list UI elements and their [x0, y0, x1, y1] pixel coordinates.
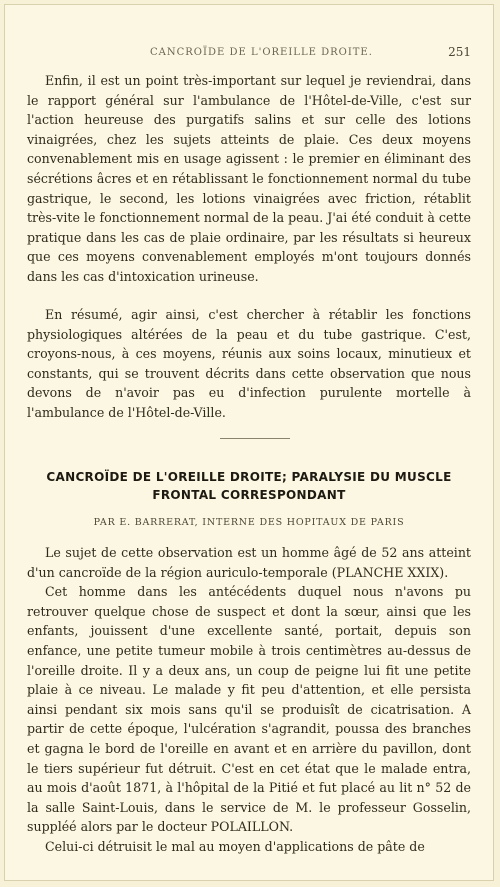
- body-paragraph: [27, 71, 471, 287]
- running-title: CANCROÏDE DE L'OREILLE DROITE.: [150, 47, 373, 58]
- article-byline: PAR E. BARRERAT, INTERNE DES HOPITAUX DE PARIS: [93, 517, 405, 528]
- paragraph-text: Cet homme dans les antécédents duquel nous n'avons pu retrouver quelque chose de suspect et dont la sœur, ainsi que les enfants, jouissent d'une excellente santé, portait, depuis son enfance, une petite tumeur mobile à trois centimètres au-dessus de l'oreille droite. Il y a deux ans, un coup de peigne lui fit une petite plaie à ce niveau. Le malade y fit peu d'attention, et elle persista ainsi pendant six mois sans qu'il se produisît de cicatrisation. A partir de cette époque, l'ulcération s'agrandit, poussa des branches et gagna le bord de l'oreille en avant et en arrière du pavillon, dont le tiers supérieur fut détruit. C'est en cet état que le malade entra, au mois d'août 1871, à l'hôpital de la Pitié et fut placé au lit n° 52 de la salle Saint-Louis, dans le service de M. le professeur Gosselin, suppléé alors par le docteur POLAILLON.: [27, 584, 471, 835]
- paragraph-text: En résumé, agir ainsi, c'est chercher à rétablir les fonctions physiologiques altérées de la peau et du tube gastrique. C'est, croyons-nous, à ces moyens, réunis aux soins locaux, minutieux et constants, qui se trouvent décrits dans cette observation que nous devons de n'avoir pas eu d'infection purulente mortelle à l'ambulance de l'Hôtel-de-Ville.: [27, 307, 471, 420]
- paragraph-text: Enfin, il est un point très-important sur lequel je reviendrai, dans le rapport général sur l'ambulance de l'Hôtel-de-Ville, c'est sur l'action heureuse des purgatifs salins et sur celle des lotions vinaigrées, chez les sujets atteints de plaie. Ces deux moyens convenablement mis en usage agissent : le premier en éliminant des sécrétions âcres et en rétablissant le fonctionnement normal du tube gastrique, le second, les lotions vinaigrées avec friction, rétablit très-vite le fonctionnement normal de la peau. J'ai été conduit à cette pratique dans les cas de plaie ordinaire, par les résultats si heureux que ces moyens convenablement employés m'ont toujours donnés dans les cas d'intoxication urineuse.: [27, 73, 471, 284]
- article-title-line: CANCROÏDE DE L'OREILLE DROITE; PARALYSIE DU MUSCLE: [46, 470, 452, 484]
- section-divider: [220, 438, 290, 439]
- article-body: [27, 543, 471, 857]
- body-paragraph: [27, 305, 471, 423]
- article-title: [29, 468, 469, 504]
- paragraph-text: Celui-ci détruisit le mal au moyen d'applications de pâte de: [45, 838, 425, 854]
- page-header: [5, 47, 493, 63]
- paragraph-text: Le sujet de cette observation est un homme âgé de 52 ans atteint d'un cancroïde de la région auriculo-temporale (PLANCHE XXIX).: [27, 545, 471, 580]
- page-number: 251: [448, 45, 471, 59]
- article-title-line: FRONTAL CORRESPONDANT: [152, 488, 346, 502]
- document-page: [4, 4, 494, 881]
